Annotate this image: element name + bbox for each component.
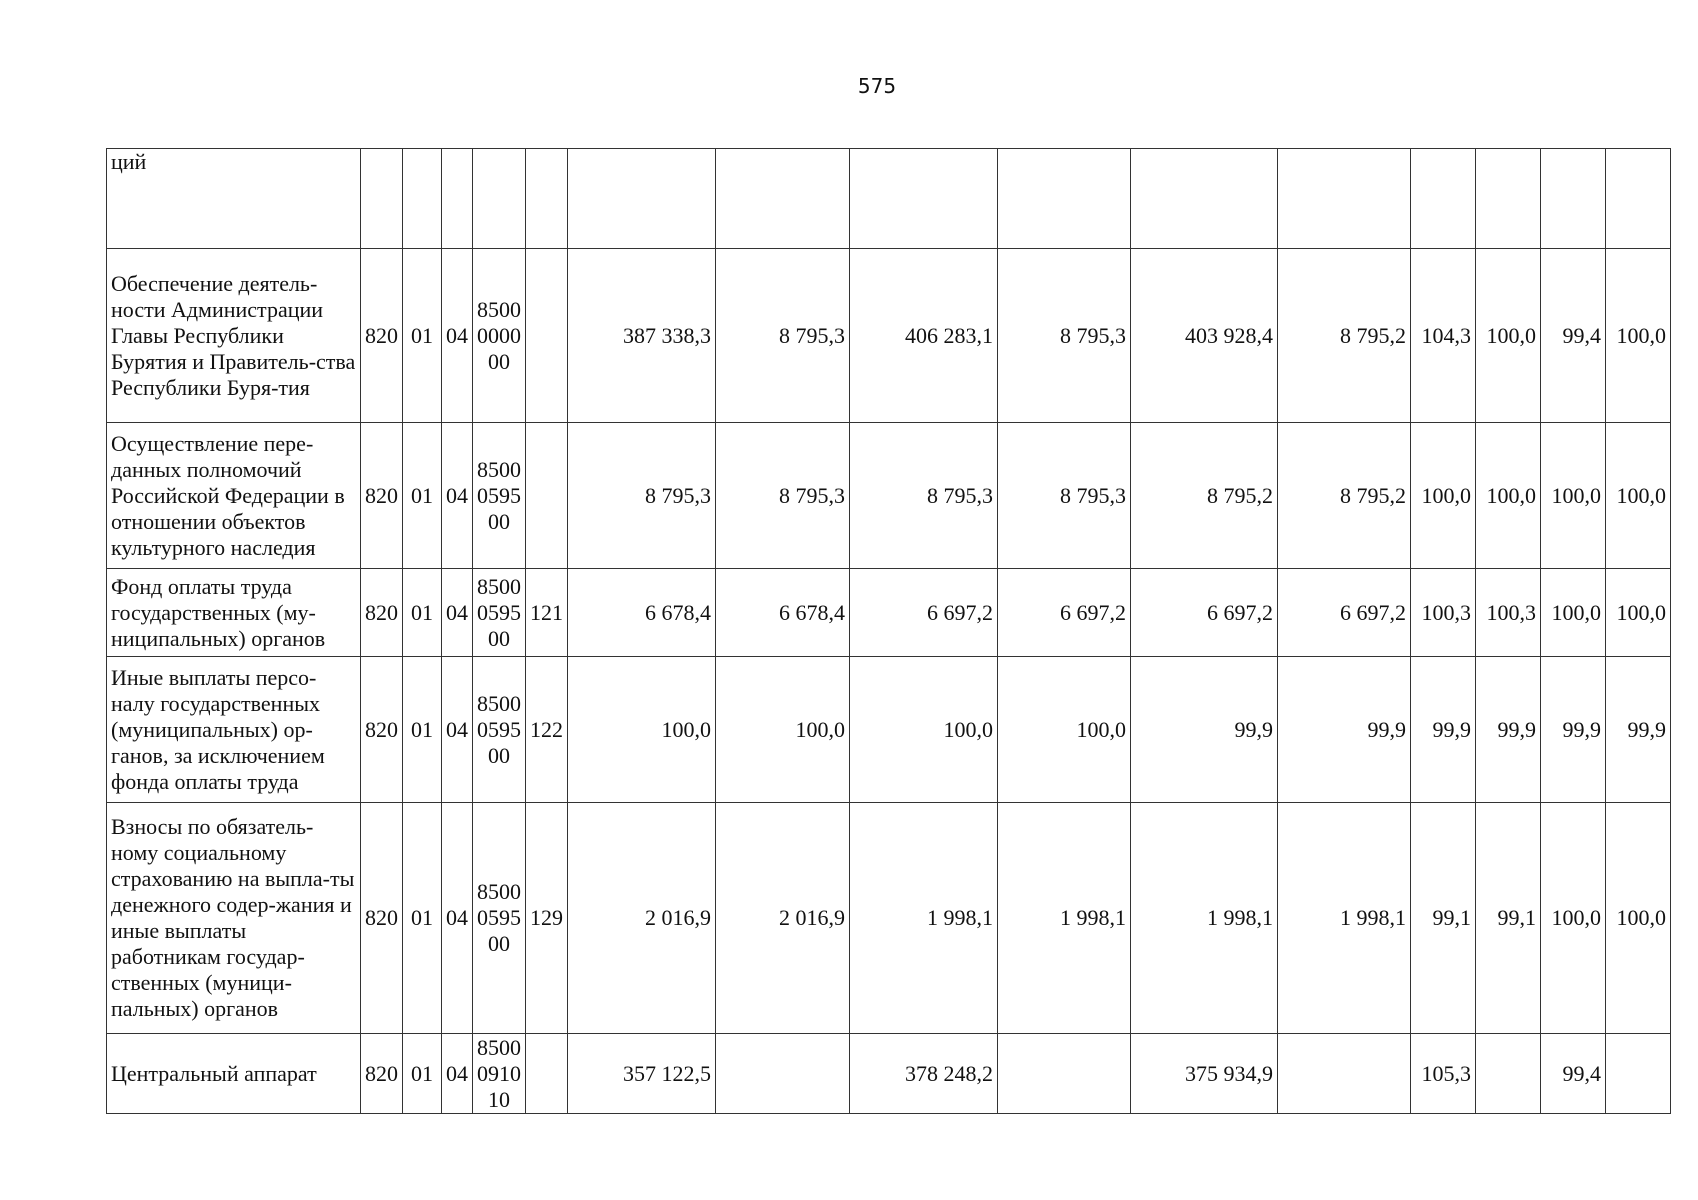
rz-cell: 01 [403,1034,442,1114]
value-cell [568,149,716,249]
value-cell: 6 697,2 [998,569,1131,657]
pr-cell: 04 [442,569,473,657]
value-cell: 8 795,3 [568,423,716,569]
glava-cell: 820 [361,803,403,1034]
glava-cell: 820 [361,569,403,657]
value-cell [1131,149,1278,249]
table-row [107,423,1671,569]
percent-cell: 105,3 [1411,1034,1476,1114]
value-cell: 1 998,1 [850,803,998,1034]
percent-cell [1606,1034,1671,1114]
table-row [107,657,1671,803]
value-cell: 378 248,2 [850,1034,998,1114]
budget-table [106,148,1671,1114]
value-cell: 6 678,4 [568,569,716,657]
value-cell: 8 795,3 [716,249,850,423]
vr-cell: 122 [526,657,568,803]
value-cell [998,1034,1131,1114]
vr-cell [526,249,568,423]
percent-cell: 99,4 [1541,249,1606,423]
percent-cell [1411,149,1476,249]
percent-cell: 99,4 [1541,1034,1606,1114]
value-cell: 2 016,9 [568,803,716,1034]
vr-cell [526,423,568,569]
value-cell: 8 795,3 [998,249,1131,423]
pr-cell: 04 [442,423,473,569]
percent-cell: 100,0 [1606,423,1671,569]
value-cell: 8 795,3 [998,423,1131,569]
glava-cell: 820 [361,657,403,803]
percent-cell: 100,0 [1606,803,1671,1034]
table-row [107,249,1671,423]
value-cell: 8 795,3 [850,423,998,569]
value-cell: 406 283,1 [850,249,998,423]
value-cell: 8 795,2 [1278,249,1411,423]
value-cell [716,149,850,249]
row-name: Фонд оплаты труда государственных (му-ниципальных) органов [107,569,361,657]
value-cell [1278,1034,1411,1114]
value-cell: 100,0 [716,657,850,803]
value-cell: 357 122,5 [568,1034,716,1114]
page-number: 575 [857,74,897,98]
table-row [107,803,1671,1034]
percent-cell [1541,149,1606,249]
percent-cell: 99,9 [1476,657,1541,803]
value-cell: 99,9 [1278,657,1411,803]
value-cell: 99,9 [1131,657,1278,803]
csr-cell: 8500 0910 10 [473,1034,526,1114]
percent-cell: 100,0 [1606,569,1671,657]
value-cell [850,149,998,249]
rz-cell: 01 [403,569,442,657]
percent-cell: 99,1 [1411,803,1476,1034]
csr-cell: 8500 0595 00 [473,569,526,657]
row-name: Иные выплаты персо-налу государственных (муниципальных) ор-ганов, за исключением фонда оплаты труда [107,657,361,803]
row-name: Осуществление пере-данных полномочий Российской Федерации в отношении объектов культурного наследия [107,423,361,569]
value-cell: 8 795,2 [1278,423,1411,569]
glava-cell: 820 [361,1034,403,1114]
csr-cell: 8500 0595 00 [473,423,526,569]
percent-cell [1606,149,1671,249]
value-cell: 1 998,1 [998,803,1131,1034]
percent-cell: 99,9 [1411,657,1476,803]
percent-cell: 100,3 [1476,569,1541,657]
rz-cell [403,149,442,249]
percent-cell [1476,149,1541,249]
rz-cell: 01 [403,657,442,803]
percent-cell: 100,0 [1606,249,1671,423]
rz-cell: 01 [403,423,442,569]
vr-cell [526,149,568,249]
rz-cell: 01 [403,249,442,423]
percent-cell: 100,0 [1476,423,1541,569]
value-cell: 1 998,1 [1131,803,1278,1034]
csr-cell: 8500 0000 00 [473,249,526,423]
pr-cell: 04 [442,1034,473,1114]
value-cell: 8 795,3 [716,423,850,569]
value-cell: 6 678,4 [716,569,850,657]
vr-cell: 129 [526,803,568,1034]
value-cell: 6 697,2 [1131,569,1278,657]
pr-cell: 04 [442,803,473,1034]
vr-cell [526,1034,568,1114]
value-cell: 403 928,4 [1131,249,1278,423]
percent-cell: 100,3 [1411,569,1476,657]
value-cell: 100,0 [568,657,716,803]
vr-cell: 121 [526,569,568,657]
percent-cell: 100,0 [1541,803,1606,1034]
csr-cell: 8500 0595 00 [473,803,526,1034]
row-name: Обеспечение деятель-ности Администрации Главы Республики Бурятия и Правитель-ства Республики Буря-тия [107,249,361,423]
value-cell: 2 016,9 [716,803,850,1034]
value-cell: 8 795,2 [1131,423,1278,569]
value-cell: 6 697,2 [1278,569,1411,657]
rz-cell: 01 [403,803,442,1034]
percent-cell: 100,0 [1541,423,1606,569]
glava-cell [361,149,403,249]
row-name: ций [107,149,361,249]
value-cell: 6 697,2 [850,569,998,657]
row-name: Центральный аппарат [107,1034,361,1114]
percent-cell: 99,9 [1541,657,1606,803]
glava-cell: 820 [361,249,403,423]
value-cell: 100,0 [850,657,998,803]
value-cell: 387 338,3 [568,249,716,423]
percent-cell: 99,9 [1606,657,1671,803]
csr-cell [473,149,526,249]
value-cell [998,149,1131,249]
row-name: Взносы по обязатель-ному социальному страхованию на выпла-ты денежного содер-жания и иные выплаты работникам государ-ственных (муници-пальных) органов [107,803,361,1034]
value-cell [716,1034,850,1114]
value-cell: 1 998,1 [1278,803,1411,1034]
value-cell: 100,0 [998,657,1131,803]
value-cell: 375 934,9 [1131,1034,1278,1114]
percent-cell [1476,1034,1541,1114]
csr-cell: 8500 0595 00 [473,657,526,803]
table-row [107,569,1671,657]
percent-cell: 100,0 [1476,249,1541,423]
percent-cell: 100,0 [1541,569,1606,657]
pr-cell: 04 [442,657,473,803]
glava-cell: 820 [361,423,403,569]
pr-cell: 04 [442,249,473,423]
pr-cell [442,149,473,249]
percent-cell: 100,0 [1411,423,1476,569]
table-row [107,149,1671,249]
percent-cell: 104,3 [1411,249,1476,423]
table-row [107,1034,1671,1114]
value-cell [1278,149,1411,249]
percent-cell: 99,1 [1476,803,1541,1034]
